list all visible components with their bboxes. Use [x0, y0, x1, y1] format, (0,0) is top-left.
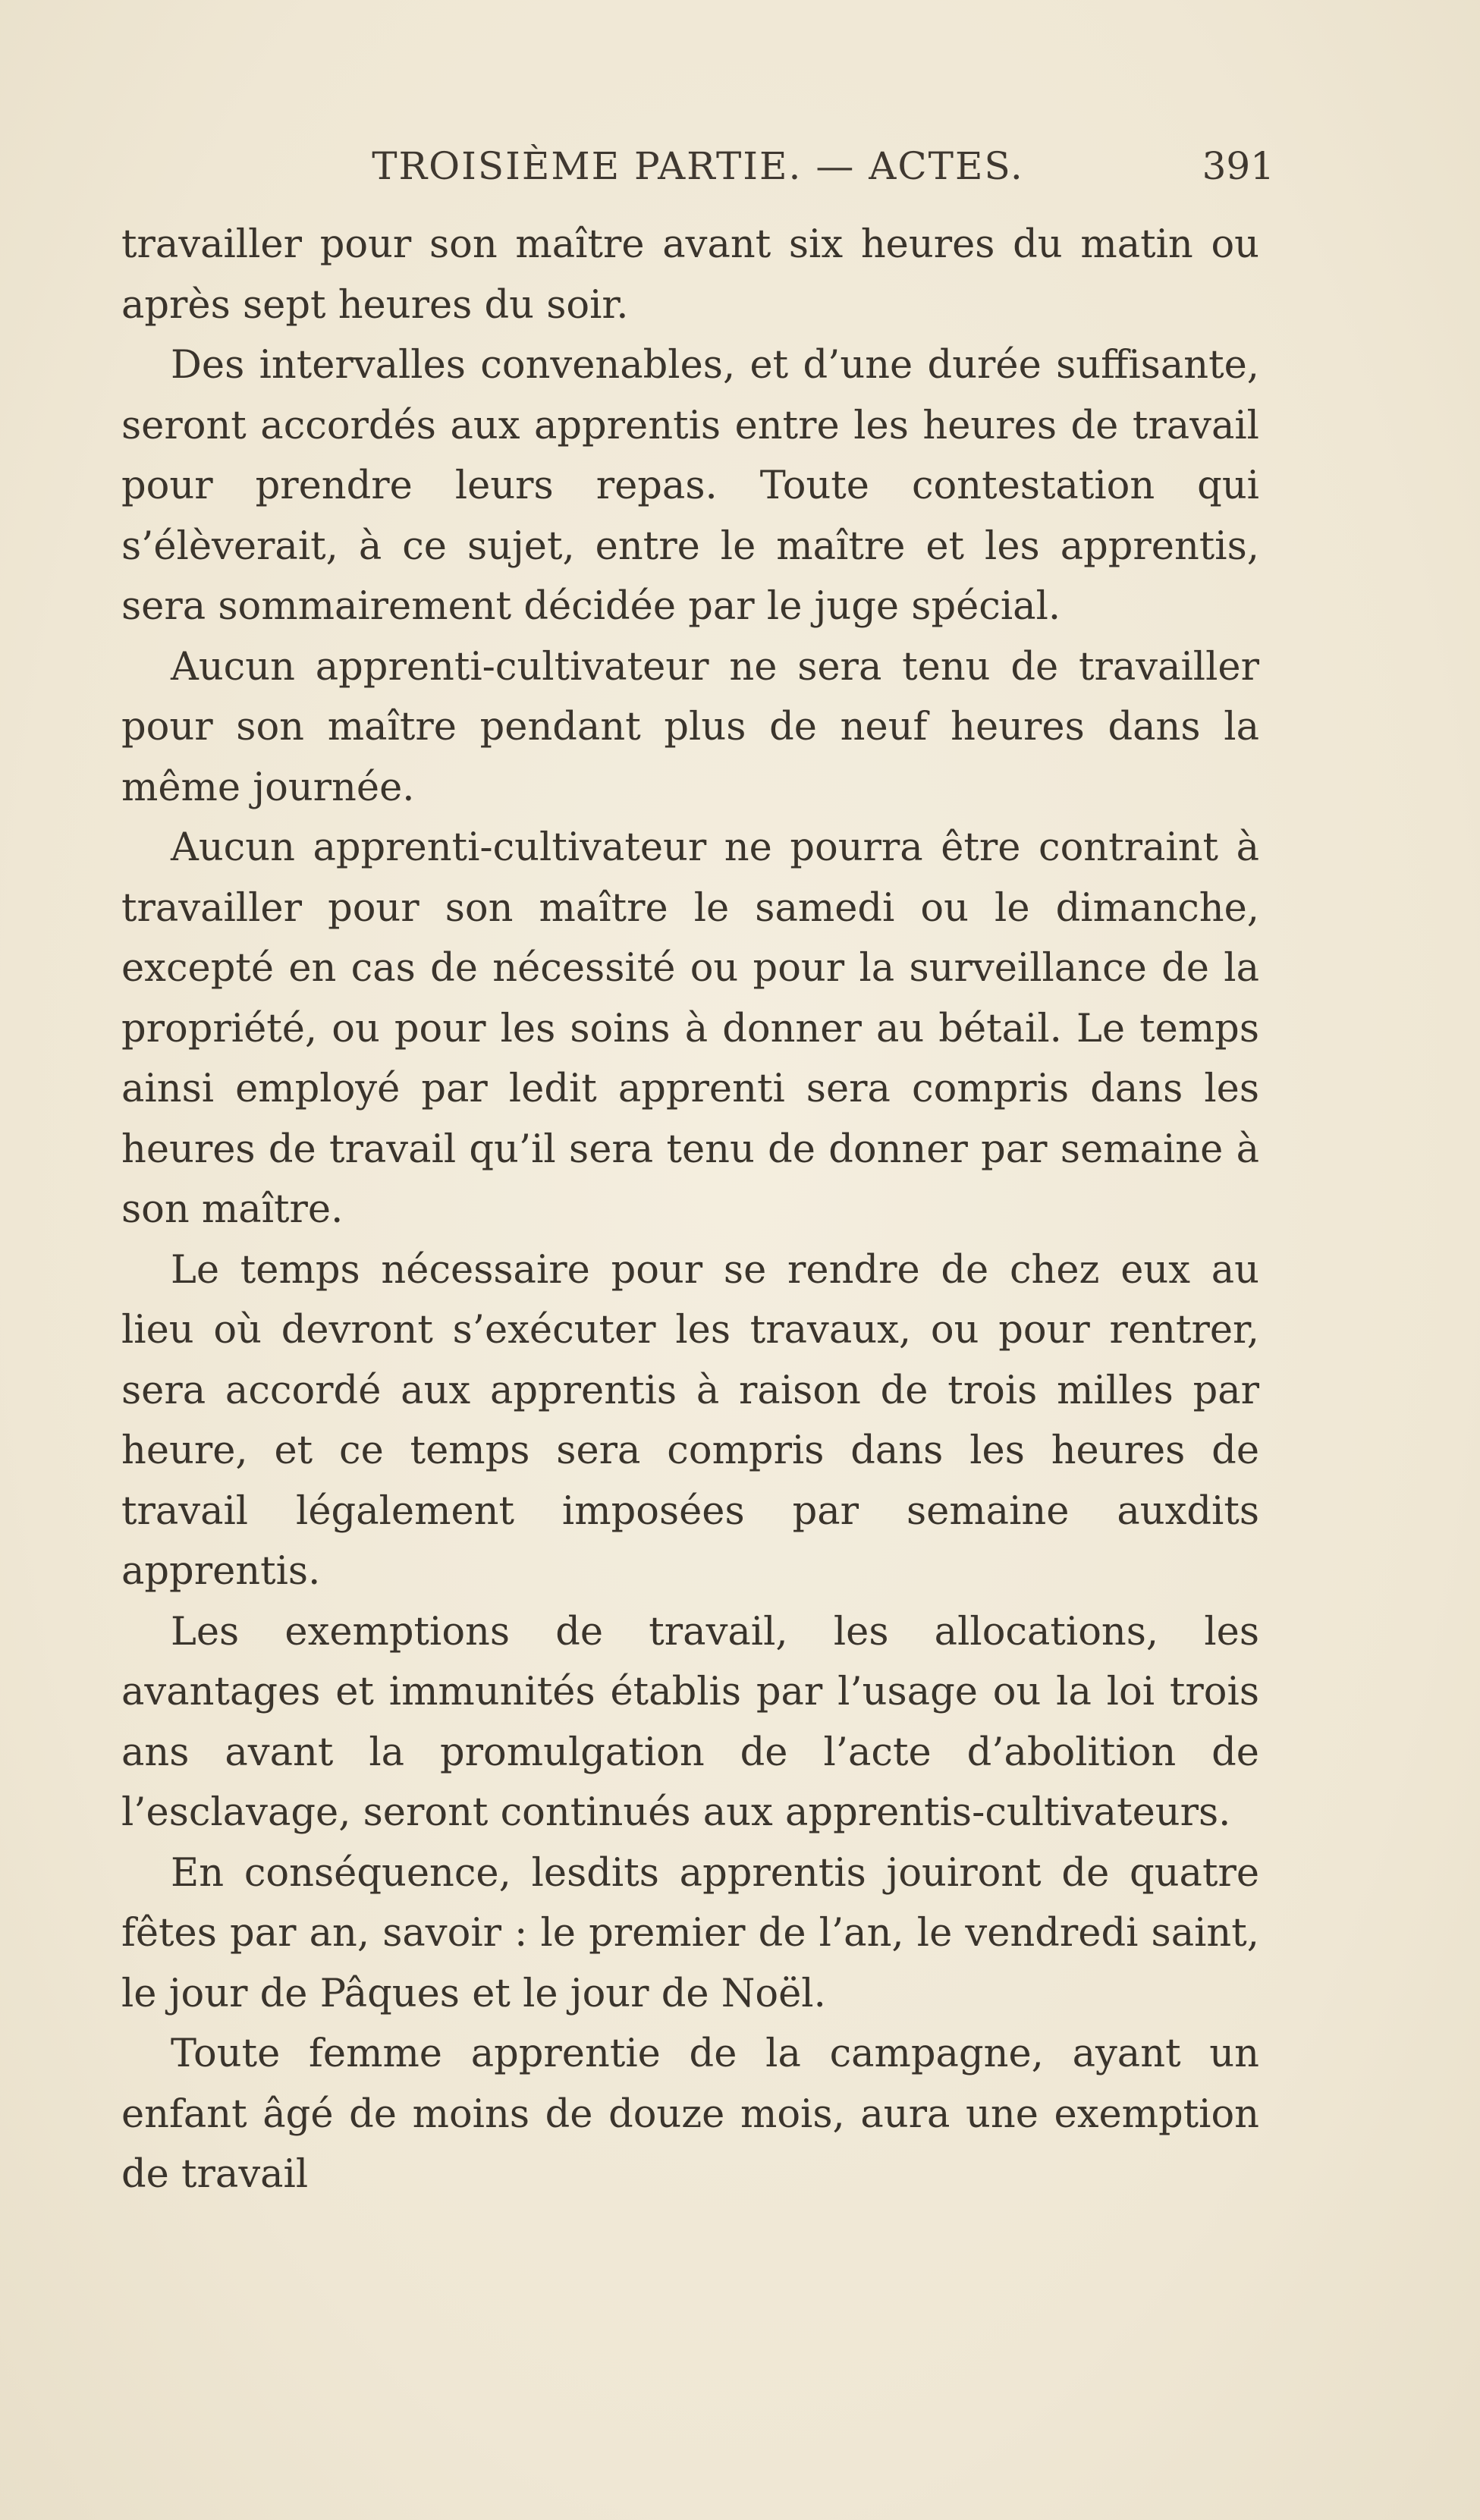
paragraph: Des intervalles convenables, et d’une durée suffisante, seront accordés aux apprentis entre les heures de travail pour prendre leurs repas. Toute contestation qui s’élèverait, à ce sujet, entre le maître et les apprentis, sera sommairement décidée par le juge spécial. — [121, 343, 1259, 629]
paragraph-continuation: travailler pour son maître avant six heures du matin ou après sept heures du soir. — [121, 222, 1259, 328]
running-head: TROISIÈME PARTIE. — ACTES. — [372, 144, 1024, 188]
page-header — [121, 144, 1274, 212]
paragraph: Aucun apprenti-cultivateur ne sera tenu de travailler pour son maître pendant plus de neuf heures dans la même journée. — [121, 644, 1259, 810]
paragraph: Toute femme apprentie de la campagne, ayant un enfant âgé de moins de douze mois, aura une exemption de travail — [121, 2031, 1259, 2197]
paragraph: Aucun apprenti-cultivateur ne pourra être contraint à travailler pour son maître le samedi ou le dimanche, excepté en cas de nécessité ou pour la surveillance de la propriété, ou pour les soins à donner au bétail. Le temps ainsi employé par ledit apprenti sera compris dans les heures de travail qu’il sera tenu de donner par semaine à son maître. — [121, 825, 1259, 1232]
body-text — [121, 215, 1259, 2205]
paragraph: Le temps nécessaire pour se rendre de chez eux au lieu où devront s’exécuter les travaux, ou pour rentrer, sera accordé aux apprentis à raison de trois milles par heure, et ce temps sera compris dans les heures de travail légalement imposées par semaine auxdits apprentis. — [121, 1247, 1259, 1594]
paragraph: Les exemptions de travail, les allocations, les avantages et immunités établis par l’usage ou la loi trois ans avant la promulgation de l’acte d’abolition de l’esclavage, seront continués aux apprentis-cultivateurs. — [121, 1609, 1259, 1835]
page-number: 391 — [1202, 144, 1274, 188]
paragraph: En conséquence, lesdits apprentis jouiront de quatre fêtes par an, savoir : le premier de l’an, le vendredi saint, le jour de Pâques et le jour de Noël. — [121, 1850, 1259, 2016]
